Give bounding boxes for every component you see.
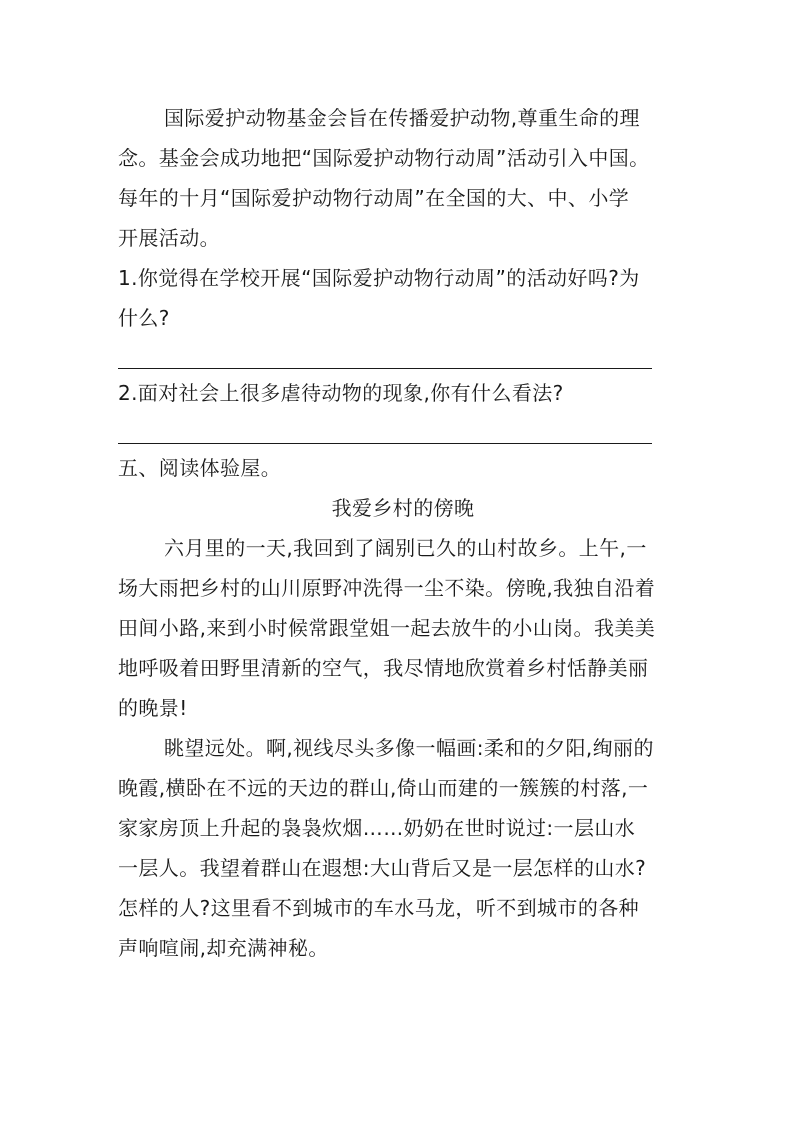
text-line: 的晚景!: [118, 696, 188, 720]
question-text-line: 1.你觉得在学校开展“国际爱护动物行动周”的活动好吗?为: [118, 266, 640, 290]
text-line: 家家房顶上升起的袅袅炊烟……奶奶在世时说过:一层山水: [118, 816, 636, 840]
text-line: 六月里的一天,我回到了阔别已久的山村故乡。上午,一: [164, 536, 647, 560]
section-heading: 五、阅读体验屋。: [118, 456, 282, 480]
question-text-line: 2.面对社会上很多虐待动物的现象,你有什么看法?: [118, 381, 564, 405]
text-line: 一层人。我望着群山在遐想:大山背后又是一层怎样的山水?: [118, 856, 647, 880]
question-text-line: 什么?: [118, 306, 170, 330]
text-line: 每年的十月“国际爱护动物行动周”在全国的大、中、小学: [118, 186, 630, 210]
article-paragraph-2: [118, 728, 678, 968]
text-line: 声响喧闹,却充满神秘。: [118, 936, 329, 960]
text-line: 地呼吸着田野里清新的空气，我尽情地欣赏着乡村恬静美丽: [118, 656, 649, 680]
text-line: 场大雨把乡村的山川原野冲洗得一尘不染。傍晚,我独自沿着: [118, 576, 656, 600]
text-line: 念。基金会成功地把“国际爱护动物行动周”活动引入中国。: [118, 146, 650, 170]
text-line: 怎样的人?这里看不到城市的车水马龙，听不到城市的各种: [118, 896, 640, 920]
article-title: 我爱乡村的傍晚: [331, 496, 475, 520]
text-line: 晚霞,横卧在不远的天边的群山,倚山而建的一簇簇的村落,一: [118, 776, 649, 800]
question-1: [118, 258, 678, 338]
text-line: 眺望远处。啊,视线尽头多像一幅画:柔和的夕阳,绚丽的: [164, 736, 654, 760]
text-line: 开展活动。: [118, 226, 220, 250]
text-line: 田间小路,来到小时候常跟堂姐一起去放牛的小山岗。我美美: [118, 616, 656, 640]
intro-paragraph: [118, 98, 678, 258]
question-2: [118, 373, 678, 413]
document-page: [118, 98, 678, 968]
article-paragraph-1: [118, 528, 678, 728]
text-line: 国际爱护动物基金会旨在传播爱护动物,尊重生命的理: [164, 106, 640, 130]
